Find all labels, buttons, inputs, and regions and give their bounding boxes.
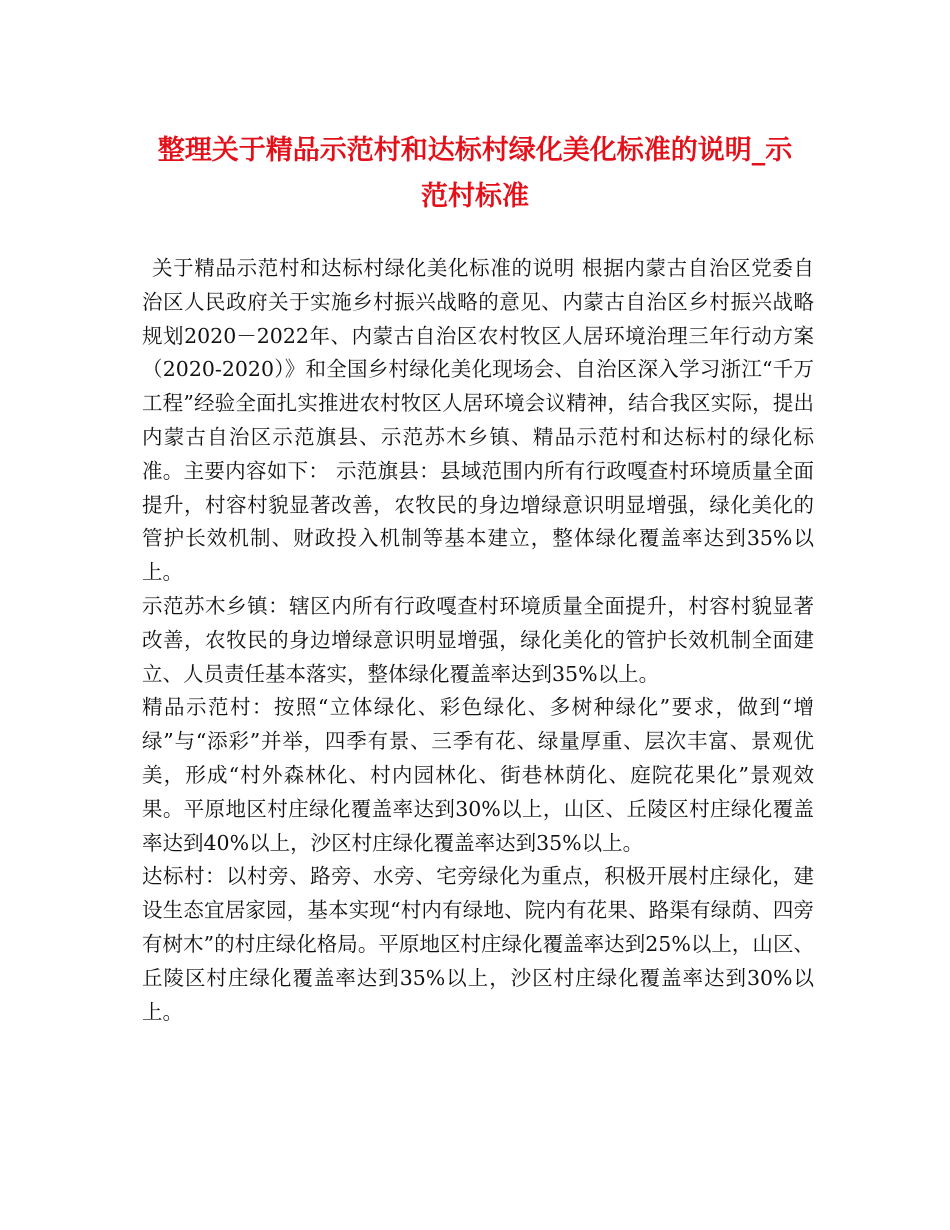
paragraph-premium-village: 精品示范村：按照“立体绿化、彩色绿化、多树种绿化”要求，做到“增绿”与“添彩”并举，四季有景、三季有花、绿量厚重、层次丰富、景观优美，形成“村外森林化、村内园林化、街巷林荫化、庭院花果化”景观效果。平原地区村庄绿化覆盖率达到30%以上，山区、丘陵区村庄绿化覆盖率达到40%以上，沙区村庄绿化覆盖率达到35%以上。 — [142, 695, 814, 855]
paragraph-standard-village: 达标村：以村旁、路旁、水旁、宅旁绿化为重点，积极开展村庄绿化，建设生态宜居家园，基本实现“村内有绿地、院内有花果、路渠有绿荫、四旁有树木”的村庄绿化格局。平原地区村庄绿化覆盖率达到25%以上，山区、丘陵区村庄绿化覆盖率达到35%以上，沙区村庄绿化覆盖率达到30%以上。 — [142, 864, 814, 1024]
document-title — [130, 128, 820, 220]
document-title-line-1: 整理关于精品示范村和达标村绿化美化标准的说明_示 — [157, 135, 793, 166]
document-body — [142, 252, 814, 1029]
paragraph-intro: 关于精品示范村和达标村绿化美化标准的说明 根据内蒙古自治区党委自治区人民政府关于实施乡村振兴战略的意见、内蒙古自治区乡村振兴战略规划2020－2022年、内蒙古自治区农村牧区人居环境治理三年行动方案（2020-2020）》和全国乡村绿化美化现场会、自治区深入学习浙江“千万工程”经验全面扎实推进农村牧区人居环境会议精神，结合我区实际，提出内蒙古自治区示范旗县、示范苏木乡镇、精品示范村和达标村的绿化标准。主要内容如下： 示范旗县：县域范围内所有行政嘎查村环境质量全面提升，村容村貌显著改善，农牧民的身边增绿意识明显增强，绿化美化的管护长效机制、财政投入机制等基本建立，整体绿化覆盖率达到35%以上。 — [142, 256, 814, 585]
document-title-line-2: 范村标准 — [421, 181, 529, 212]
paragraph-demo-township: 示范苏木乡镇：辖区内所有行政嘎查村环境质量全面提升，村容村貌显著改善，农牧民的身边增绿意识明显增强，绿化美化的管护长效机制全面建立、人员责任基本落实，整体绿化覆盖率达到35%以上。 — [142, 593, 814, 686]
